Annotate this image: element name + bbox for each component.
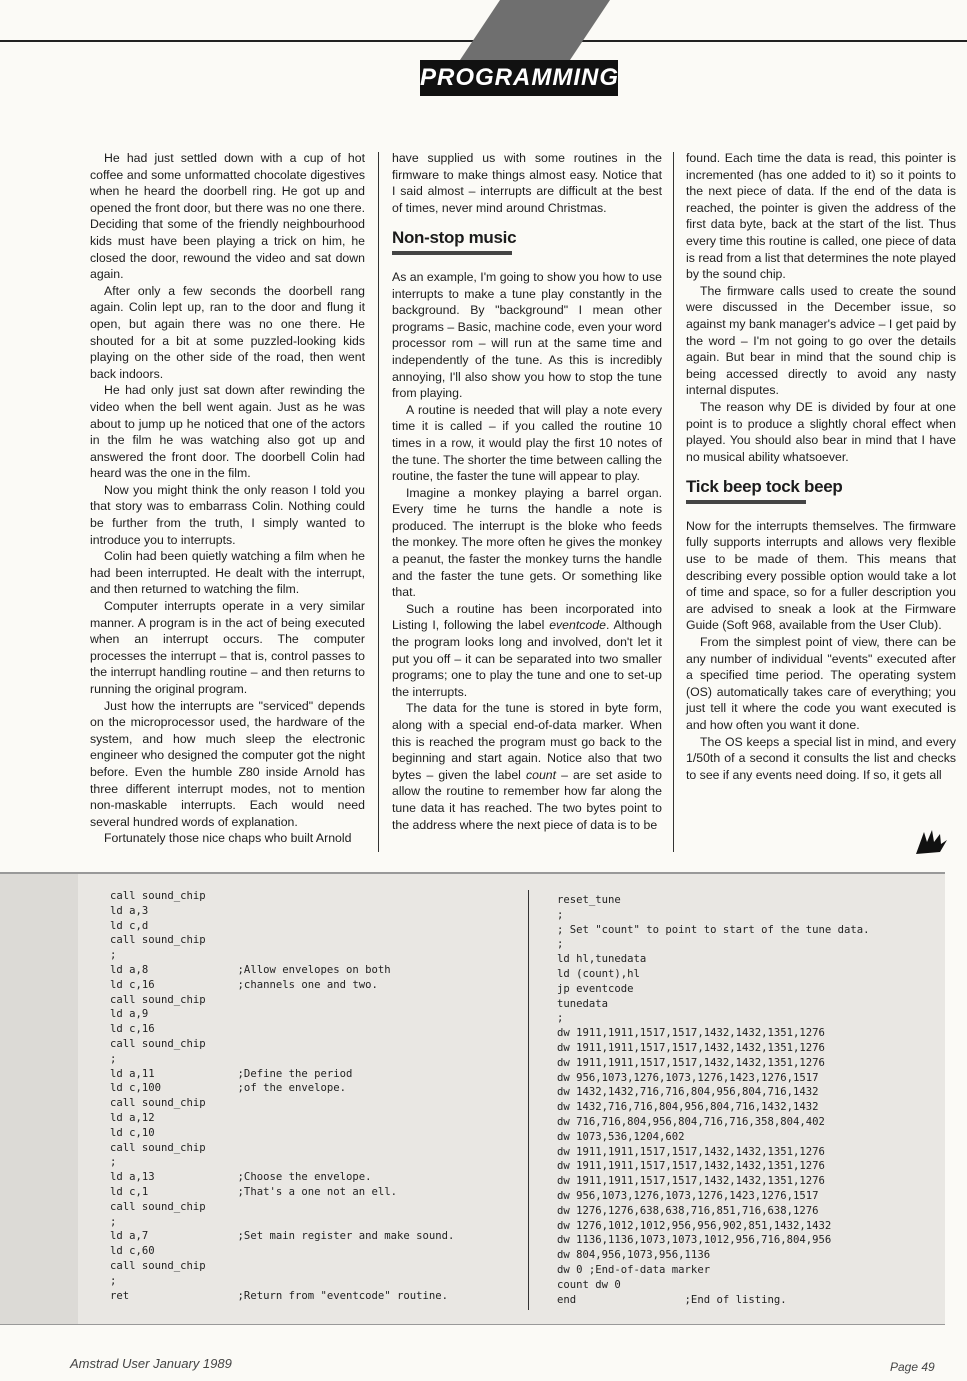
column-1 xyxy=(90,150,365,847)
paragraph: Fortunately those nice chaps who built Arnold xyxy=(104,831,352,846)
paragraph: A routine is needed that will play a note every time it is called – if you called the routine 10 times in a row, it would play the first 10 notes of the tune. The shorter the time between calling the routine, the faster the tune will appear to play. xyxy=(392,402,662,484)
column-divider xyxy=(378,152,379,852)
text: – are set aside to allow the routine to remember how far along the tune data it has reached. The two bytes point to the address where the next piece of data is to be xyxy=(392,767,662,832)
paragraph: The reason why DE is divided by four at one point is to produce a slightly choral effect when played. You should also bear in mind that I have no musical ability whatsoever. xyxy=(686,399,956,464)
heading-non-stop-music: Non-stop music xyxy=(392,228,517,248)
paragraph xyxy=(392,601,662,701)
code-listing-left: call sound_chip ld a,3 ld c,d call sound_chip ; ld a,8 ;Allow envelopes on both ld c,16 ;channels one and two. call sound_chip ld a,9 ld c,16 call sound_chip ; ld a,11 ;Define the period ld c,100 ;of the envelope. call sound_chip ld a,12 ld c,10 call sound_chip ; ld a,13 ;Choose the envelope. ld c,1 ;That's a one not an ell. call sound_chip ; ld a,7 ;Set main register and make sound. ld c,60 call sound_chip ; ret ;Return from "eventcode" routine. xyxy=(110,890,455,1302)
column-divider xyxy=(673,152,674,852)
paragraph: The OS keeps a special list in mind, and every 1/50th of a second it consults the list and checks to see if any events need doing. If so, it gets all xyxy=(686,734,956,782)
paragraph: The firmware calls used to create the sound were discussed in the December issue, so against my bank manager's advice – I get paid by the word – I'm not going to go over the details again. But bear in mind that the sound chip is being accessed directly to avoid any nasty internal disputes. xyxy=(686,283,956,398)
column-2 xyxy=(392,150,662,833)
paragraph: He had only just sat down after rewinding the video when the bell went again. Just as he was about to jump up he noticed that one of the actors in the film he was watching also got up and answered the front door. The doorbell Colin had heard was the one in the film. xyxy=(90,383,365,481)
paragraph: have supplied us with some routines in the firmware to make things almost easy. Notice that I said almost – interrupts are difficult at the best of times, never mind around Christmas. xyxy=(392,151,662,215)
heading-underline xyxy=(392,251,512,255)
paragraph: After only a few seconds the doorbell rang again. Colin lept up, ran to the door and flung it open, but again there was no one there. He shouted for a bit at some puzzled-looking kids playing on the other side of the road, then went back indoors. xyxy=(90,283,365,381)
footer-publication: Amstrad User January 1989 xyxy=(70,1356,232,1371)
paragraph: Now you might think the only reason I told you that story was to embarrass Colin. Nothing could be further from the truth, I simply wanted to introduce you to interrupts. xyxy=(90,482,365,547)
paragraph xyxy=(392,700,662,833)
code-column-divider xyxy=(528,890,529,1310)
paragraph: He had just settled down with a cup of hot coffee and some unformatted chocolate digestives when he heard the doorbell ring. He got up and opened the front door, but there was no one there. Deciding that some of the friendly neighbourhood kids must have been playing a trick on him, he closed the door, rewound the video and sat down again. xyxy=(90,151,365,282)
continue-arrow-icon xyxy=(914,828,948,856)
text: . Although the program looks long and involved, don't let it put you off – it can be separated into two smaller programs; one to play the tune and one to set-up the interrupts. xyxy=(392,618,662,699)
footer-page-number: Page 49 xyxy=(890,1360,935,1374)
paragraph: Imagine a monkey playing a barrel organ. Every time he turns the handle a note is produced. The interrupt is the bloke who feeds the monkey. The more often he gives the monkey a peanut, the faster the monkey turns the handle and the faster the tune gets. Or something like that. xyxy=(392,485,662,600)
label-eventcode: eventcode xyxy=(549,618,606,633)
section-banner: PROGRAMMING xyxy=(420,60,618,96)
text: Such a routine has been incorporated into Listing I, following the label xyxy=(392,601,662,633)
paragraph: As an example, I'm going to show you how to use interrupts to make a tune play constantly in the background. By "background" I mean other programs – Basic, machine code, even your word processor rom – will run at the same time and independently of the tune. As this is incredibly annoying, I'll also show you how to stop the tune from playing. xyxy=(392,269,662,401)
paragraph: Computer interrupts operate in a very similar manner. A program is in the act of being executed when an interrupt occurs. The computer processes the interrupt – that is, control passes to the interrupt handling routine – and then returns to running the original program. xyxy=(90,599,365,696)
paragraph: From the simplest point of view, there can be any number of individual "events" executed after a specified time period. The operating system (OS) automatically takes care of everything; you just tell it where the code you want executed is and how often you want it done. xyxy=(686,635,956,732)
paragraph: Colin had been quietly watching a film when he had been interrupted. He dealt with the interrupt, and then returned to watching the film. xyxy=(90,549,365,597)
code-listing-right: reset_tune ; ; Set "count" to point to start of the tune data. ; ld hl,tunedata ld (count),hl jp eventcode tunedata ; dw 1911,1911,1517,1517,1432,1432,1351,1276 dw 1911,1911,1517,1517,1432,1432,1351,1276 dw 1911,1911,1517,1517,1432,1432,1351,1276 dw 956,1073,1276,1073,1276,1423,1276,1517 dw 1432,1432,716,716,804,956,804,716,1432 dw 1432,716,716,804,956,804,716,1432,1432 dw 716,716,804,956,804,716,716,358,804,402 dw 1073,536,1204,602 dw 1911,1911,1517,1517,1432,1432,1351,1276 dw 1911,1911,1517,1517,1432,1432,1351,1276 dw 1911,1911,1517,1517,1432,1432,1351,1276 dw 956,1073,1276,1073,1276,1423,1276,1517 dw 1276,1276,638,638,716,851,716,638,1276 dw 1276,1012,1012,956,956,902,851,1432,1432 dw 1136,1136,1073,1073,1012,956,716,804,956 dw 804,956,1073,956,1136 dw 0 ;End-of-data marker count dw 0 end ;End of listing. xyxy=(557,894,870,1306)
heading-underline xyxy=(686,500,806,504)
text: The data for the tune is stored in byte form, along with a special end-of-data marker. When this is reached the program must go back to the beginning and start again. Notice also that two bytes – given the label xyxy=(392,701,662,782)
paragraph: found. Each time the data is read, this pointer is incremented (has one added to it) so it points to the next piece of data. If the end of the data is reached, the pointer is given the address of the first data byte, back at the start of the list. Thus every time this routine is called, one piece of data is read from a list that determines the note played by the sound chip. xyxy=(686,151,956,282)
heading-tick-beep: Tick beep tock beep xyxy=(686,477,843,497)
paragraph: Just how the interrupts are "serviced" depends on the microprocessor used, the hardware of the system, and how much sleep the electronic engineer who designed the computer got the night before. Even the humble Z80 inside Arnold has three different interrupt modes, not to mention non-maskable interrupts. Each would need several hundred words of explanation. xyxy=(90,698,365,829)
column-3 xyxy=(686,150,956,783)
label-count: count xyxy=(525,767,557,782)
paragraph: Now for the interrupts themselves. The firmware fully supports interrupts and allows very flexible use to be made of them. This means that describing every possible option would take a lot of time and space, so for a fuller description you are advised to sneak a look at the Firmware Guide (Soft 968, available from the User Club). xyxy=(686,518,956,633)
